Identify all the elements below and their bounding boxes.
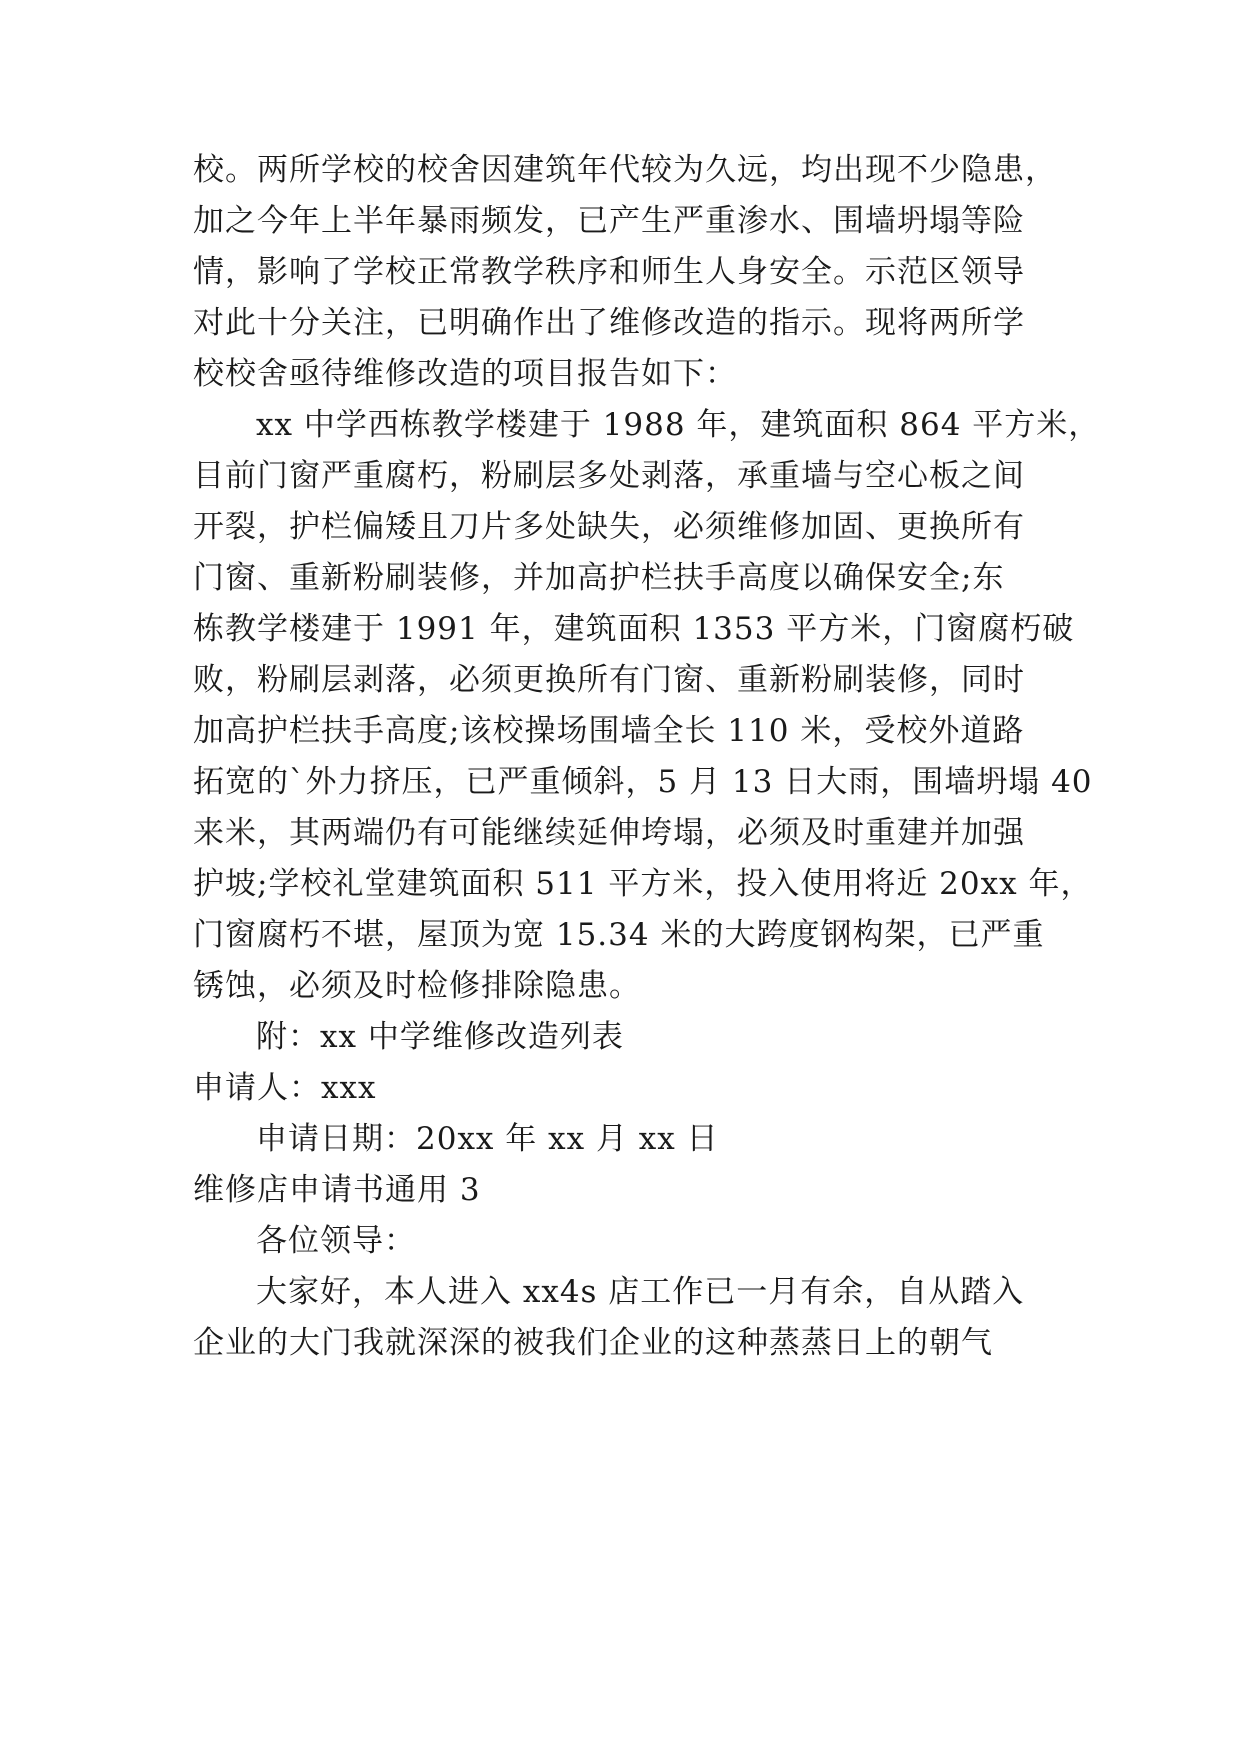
paragraph-line: 锈蚀，必须及时检修排除隐患。 — [193, 968, 641, 1004]
paragraph-line: 败，粉刷层剥落，必须更换所有门窗、重新粉刷装修，同时 — [193, 662, 1025, 698]
paragraph-line: 栋教学楼建于 1991 年，建筑面积 1353 平方米，门窗腐朽破 — [193, 611, 1075, 647]
section-title: 维修店申请书通用 3 — [193, 1172, 481, 1208]
paragraph-line: 企业的大门我就深深的被我们企业的这种蒸蒸日上的朝气 — [193, 1325, 993, 1361]
application-date-line: 申请日期：20xx 年 xx 月 xx 日 — [256, 1121, 719, 1157]
paragraph-line: 目前门窗严重腐朽，粉刷层多处剥落，承重墙与空心板之间 — [193, 458, 1025, 494]
paragraph-line: 校。两所学校的校舍因建筑年代较为久远，均出现不少隐患， — [193, 152, 1057, 188]
paragraph-line: 开裂，护栏偏矮且刀片多处缺失，必须维修加固、更换所有 — [193, 509, 1025, 545]
attachment-line: 附：xx 中学维修改造列表 — [256, 1019, 624, 1055]
applicant-line: 申请人：xxx — [193, 1070, 377, 1106]
paragraph-line: xx 中学西栋教学楼建于 1988 年，建筑面积 864 平方米， — [256, 407, 1101, 443]
paragraph-line: 护坡;学校礼堂建筑面积 511 平方米，投入使用将近 20xx 年， — [193, 866, 1093, 902]
paragraph-line: 加高护栏扶手高度;该校操场围墙全长 110 米，受校外道路 — [193, 713, 1025, 749]
paragraph-line: 对此十分关注，已明确作出了维修改造的指示。现将两所学 — [193, 305, 1025, 341]
paragraph-line: 门窗、重新粉刷装修，并加高护栏扶手高度以确保安全;东 — [193, 560, 1005, 596]
paragraph-line: 拓宽的`外力挤压，已严重倾斜，5 月 13 日大雨，围墙坍塌 40 — [193, 764, 1093, 800]
paragraph-line: 大家好，本人进入 xx4s 店工作已一月有余，自从踏入 — [256, 1274, 1025, 1310]
paragraph-line: 来米，其两端仍有可能继续延伸垮塌，必须及时重建并加强 — [193, 815, 1025, 851]
salutation-line: 各位领导： — [256, 1223, 416, 1259]
paragraph-line: 校校舍亟待维修改造的项目报告如下： — [193, 356, 737, 392]
paragraph-line: 情，影响了学校正常教学秩序和师生人身安全。示范区领导 — [193, 254, 1025, 290]
paragraph-line: 加之今年上半年暴雨频发，已产生严重渗水、围墙坍塌等险 — [193, 203, 1025, 239]
paragraph-line: 门窗腐朽不堪，屋顶为宽 15.34 米的大跨度钢构架，已严重 — [193, 917, 1045, 953]
